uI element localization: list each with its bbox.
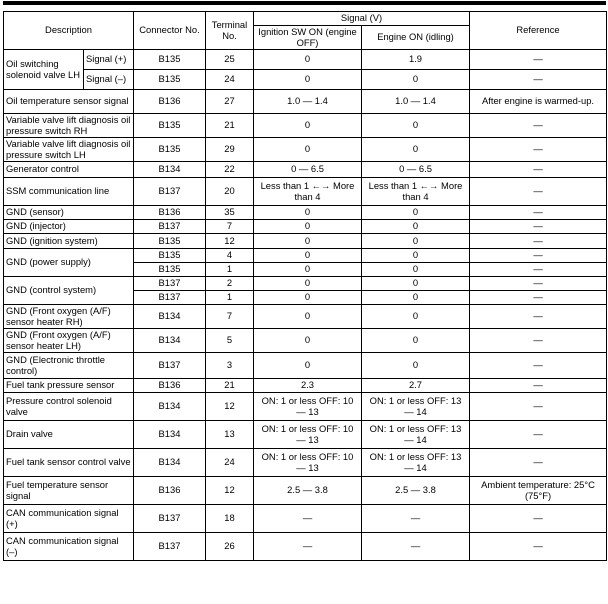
table-row bbox=[4, 178, 607, 206]
connector-cell: B135 bbox=[134, 138, 206, 162]
reference-cell: — bbox=[470, 220, 607, 234]
connector-cell: B134 bbox=[134, 393, 206, 421]
engine-on-value: 0 bbox=[362, 277, 470, 291]
table-row bbox=[4, 90, 607, 114]
table-row bbox=[4, 50, 607, 70]
description-cell: Fuel tank pressure sensor bbox=[4, 379, 134, 393]
engine-on-value: 0 bbox=[362, 114, 470, 138]
terminal-cell: 13 bbox=[206, 421, 254, 449]
description-cell: GND (control system) bbox=[4, 277, 134, 305]
header-description: Description bbox=[4, 12, 134, 50]
connector-cell: B134 bbox=[134, 421, 206, 449]
reference-cell: — bbox=[470, 249, 607, 263]
connector-cell: B137 bbox=[134, 277, 206, 291]
terminal-cell: 24 bbox=[206, 449, 254, 477]
ignition-on-value: 0 bbox=[254, 114, 362, 138]
description-cell: Oil temperature sensor signal bbox=[4, 90, 134, 114]
description-cell: GND (ignition system) bbox=[4, 234, 134, 249]
table-row bbox=[4, 249, 607, 263]
terminal-cell: 21 bbox=[206, 379, 254, 393]
signal-table bbox=[3, 11, 607, 561]
reference-cell: — bbox=[470, 505, 607, 533]
reference-cell: After engine is warmed-up. bbox=[470, 90, 607, 114]
reference-cell: — bbox=[470, 379, 607, 393]
table-row bbox=[4, 449, 607, 477]
terminal-cell: 1 bbox=[206, 291, 254, 305]
reference-cell: — bbox=[470, 178, 607, 206]
table-row bbox=[4, 329, 607, 353]
connector-cell: B135 bbox=[134, 234, 206, 249]
ignition-on-value: 0 bbox=[254, 234, 362, 249]
ignition-on-value: 0 bbox=[254, 263, 362, 277]
engine-on-value: 0 bbox=[362, 329, 470, 353]
reference-cell: — bbox=[470, 353, 607, 379]
description-cell: Generator control bbox=[4, 162, 134, 178]
table-row bbox=[4, 277, 607, 291]
table-row bbox=[4, 505, 607, 533]
terminal-cell: 1 bbox=[206, 263, 254, 277]
description-cell: GND (Electronic throttle control) bbox=[4, 353, 134, 379]
reference-cell: Ambient temperature: 25°C (75°F) bbox=[470, 477, 607, 505]
ignition-on-value: 2.3 bbox=[254, 379, 362, 393]
engine-on-value: 0 bbox=[362, 249, 470, 263]
table-row bbox=[4, 220, 607, 234]
engine-on-value: 0 bbox=[362, 220, 470, 234]
terminal-cell: 12 bbox=[206, 477, 254, 505]
ignition-on-value: 0 bbox=[254, 353, 362, 379]
engine-on-value: — bbox=[362, 533, 470, 561]
engine-on-value: ON: 1 or less OFF: 13 — 14 bbox=[362, 449, 470, 477]
connector-cell: B137 bbox=[134, 533, 206, 561]
reference-cell: — bbox=[470, 329, 607, 353]
engine-on-value: 0 bbox=[362, 353, 470, 379]
description-cell: Oil switching solenoid valve LH bbox=[4, 50, 84, 90]
engine-on-value: 2.5 — 3.8 bbox=[362, 477, 470, 505]
ignition-on-value: 0 bbox=[254, 249, 362, 263]
reference-cell: — bbox=[470, 234, 607, 249]
connector-cell: B136 bbox=[134, 477, 206, 505]
terminal-cell: 12 bbox=[206, 393, 254, 421]
reference-cell: — bbox=[470, 533, 607, 561]
engine-on-value: — bbox=[362, 505, 470, 533]
ignition-on-value: 0 bbox=[254, 291, 362, 305]
reference-cell: — bbox=[470, 206, 607, 220]
terminal-cell: 35 bbox=[206, 206, 254, 220]
table-row bbox=[4, 138, 607, 162]
reference-cell: — bbox=[470, 305, 607, 329]
connector-cell: B136 bbox=[134, 90, 206, 114]
engine-on-value: ON: 1 or less OFF: 13 — 14 bbox=[362, 393, 470, 421]
header-connector: Connector No. bbox=[134, 12, 206, 50]
reference-cell: — bbox=[470, 449, 607, 477]
description-cell: GND (injector) bbox=[4, 220, 134, 234]
engine-on-value: 0 bbox=[362, 234, 470, 249]
ignition-on-value: 0 bbox=[254, 329, 362, 353]
ignition-on-value: 0 bbox=[254, 220, 362, 234]
description-cell: CAN communication signal (–) bbox=[4, 533, 134, 561]
terminal-cell: 27 bbox=[206, 90, 254, 114]
reference-cell: — bbox=[470, 114, 607, 138]
description-cell: CAN communication signal (+) bbox=[4, 505, 134, 533]
table-row bbox=[4, 70, 607, 90]
description-cell: Fuel temperature sensor signal bbox=[4, 477, 134, 505]
engine-on-value: 1.9 bbox=[362, 50, 470, 70]
ignition-on-value: ON: 1 or less OFF: 10 — 13 bbox=[254, 449, 362, 477]
terminal-cell: 2 bbox=[206, 277, 254, 291]
description-cell: Drain valve bbox=[4, 421, 134, 449]
ignition-on-value: ON: 1 or less OFF: 10 — 13 bbox=[254, 421, 362, 449]
terminal-cell: 7 bbox=[206, 305, 254, 329]
header-terminal: Terminal No. bbox=[206, 12, 254, 50]
table-row bbox=[4, 162, 607, 178]
connector-cell: B136 bbox=[134, 206, 206, 220]
connector-cell: B137 bbox=[134, 353, 206, 379]
table-row bbox=[4, 353, 607, 379]
connector-cell: B137 bbox=[134, 505, 206, 533]
ignition-on-value: 0 — 6.5 bbox=[254, 162, 362, 178]
description-cell: SSM communication line bbox=[4, 178, 134, 206]
terminal-cell: 20 bbox=[206, 178, 254, 206]
connector-cell: B135 bbox=[134, 249, 206, 263]
ignition-on-value: 0 bbox=[254, 50, 362, 70]
terminal-cell: 3 bbox=[206, 353, 254, 379]
engine-on-value: ON: 1 or less OFF: 13 — 14 bbox=[362, 421, 470, 449]
table-row bbox=[4, 421, 607, 449]
description-cell: GND (Front oxygen (A/F) sensor heater RH) bbox=[4, 305, 134, 329]
ignition-on-value: — bbox=[254, 505, 362, 533]
connector-cell: B134 bbox=[134, 449, 206, 477]
description-cell: Variable valve lift diagnosis oil pressure switch RH bbox=[4, 114, 134, 138]
terminal-cell: 5 bbox=[206, 329, 254, 353]
top-rule bbox=[3, 1, 606, 5]
ignition-on-value: ON: 1 or less OFF: 10 — 13 bbox=[254, 393, 362, 421]
engine-on-value: 1.0 — 1.4 bbox=[362, 90, 470, 114]
table-row bbox=[4, 114, 607, 138]
terminal-cell: 12 bbox=[206, 234, 254, 249]
terminal-cell: 25 bbox=[206, 50, 254, 70]
ignition-on-value: 1.0 — 1.4 bbox=[254, 90, 362, 114]
table-row bbox=[4, 379, 607, 393]
terminal-cell: 18 bbox=[206, 505, 254, 533]
description-cell: GND (power supply) bbox=[4, 249, 134, 277]
engine-on-value: 0 bbox=[362, 206, 470, 220]
terminal-cell: 29 bbox=[206, 138, 254, 162]
header-reference: Reference bbox=[470, 12, 607, 50]
terminal-cell: 24 bbox=[206, 70, 254, 90]
reference-cell: — bbox=[470, 421, 607, 449]
ignition-on-value: Less than 1 ←→ More than 4 bbox=[254, 178, 362, 206]
engine-on-value: 0 bbox=[362, 291, 470, 305]
ignition-on-value: 0 bbox=[254, 277, 362, 291]
connector-cell: B137 bbox=[134, 178, 206, 206]
header-ignition-on: Ignition SW ON (engine OFF) bbox=[254, 26, 362, 50]
description-cell: Fuel tank sensor control valve bbox=[4, 449, 134, 477]
reference-cell: — bbox=[470, 138, 607, 162]
ignition-on-value: 0 bbox=[254, 70, 362, 90]
ignition-on-value: 0 bbox=[254, 305, 362, 329]
terminal-cell: 4 bbox=[206, 249, 254, 263]
connector-cell: B135 bbox=[134, 70, 206, 90]
reference-cell: — bbox=[470, 277, 607, 291]
engine-on-value: 0 bbox=[362, 263, 470, 277]
header-engine-on: Engine ON (idling) bbox=[362, 26, 470, 50]
description-cell: GND (sensor) bbox=[4, 206, 134, 220]
ignition-on-value: — bbox=[254, 533, 362, 561]
connector-cell: B135 bbox=[134, 50, 206, 70]
ignition-on-value: 2.5 — 3.8 bbox=[254, 477, 362, 505]
engine-on-value: Less than 1 ←→ More than 4 bbox=[362, 178, 470, 206]
engine-on-value: 0 bbox=[362, 138, 470, 162]
engine-on-value: 2.7 bbox=[362, 379, 470, 393]
reference-cell: — bbox=[470, 70, 607, 90]
table-row bbox=[4, 305, 607, 329]
connector-cell: B136 bbox=[134, 379, 206, 393]
table-row bbox=[4, 234, 607, 249]
table-body bbox=[4, 12, 607, 561]
connector-cell: B135 bbox=[134, 114, 206, 138]
terminal-cell: 7 bbox=[206, 220, 254, 234]
header-signal: Signal (V) bbox=[254, 12, 470, 26]
connector-cell: B134 bbox=[134, 305, 206, 329]
signal-polarity-cell: Signal (+) bbox=[84, 50, 134, 70]
table-row bbox=[4, 393, 607, 421]
engine-on-value: 0 bbox=[362, 305, 470, 329]
connector-cell: B135 bbox=[134, 263, 206, 277]
connector-cell: B134 bbox=[134, 329, 206, 353]
reference-cell: — bbox=[470, 162, 607, 178]
description-cell: GND (Front oxygen (A/F) sensor heater LH) bbox=[4, 329, 134, 353]
reference-cell: — bbox=[470, 393, 607, 421]
description-cell: Variable valve lift diagnosis oil pressure switch LH bbox=[4, 138, 134, 162]
table-row bbox=[4, 206, 607, 220]
description-cell: Pressure control solenoid valve bbox=[4, 393, 134, 421]
table-row bbox=[4, 533, 607, 561]
signal-polarity-cell: Signal (–) bbox=[84, 70, 134, 90]
engine-on-value: 0 bbox=[362, 70, 470, 90]
engine-on-value: 0 — 6.5 bbox=[362, 162, 470, 178]
ignition-on-value: 0 bbox=[254, 206, 362, 220]
connector-cell: B134 bbox=[134, 162, 206, 178]
reference-cell: — bbox=[470, 263, 607, 277]
terminal-cell: 21 bbox=[206, 114, 254, 138]
connector-cell: B137 bbox=[134, 291, 206, 305]
terminal-cell: 22 bbox=[206, 162, 254, 178]
terminal-cell: 26 bbox=[206, 533, 254, 561]
reference-cell: — bbox=[470, 291, 607, 305]
reference-cell: — bbox=[470, 50, 607, 70]
ignition-on-value: 0 bbox=[254, 138, 362, 162]
table-row bbox=[4, 477, 607, 505]
connector-cell: B137 bbox=[134, 220, 206, 234]
